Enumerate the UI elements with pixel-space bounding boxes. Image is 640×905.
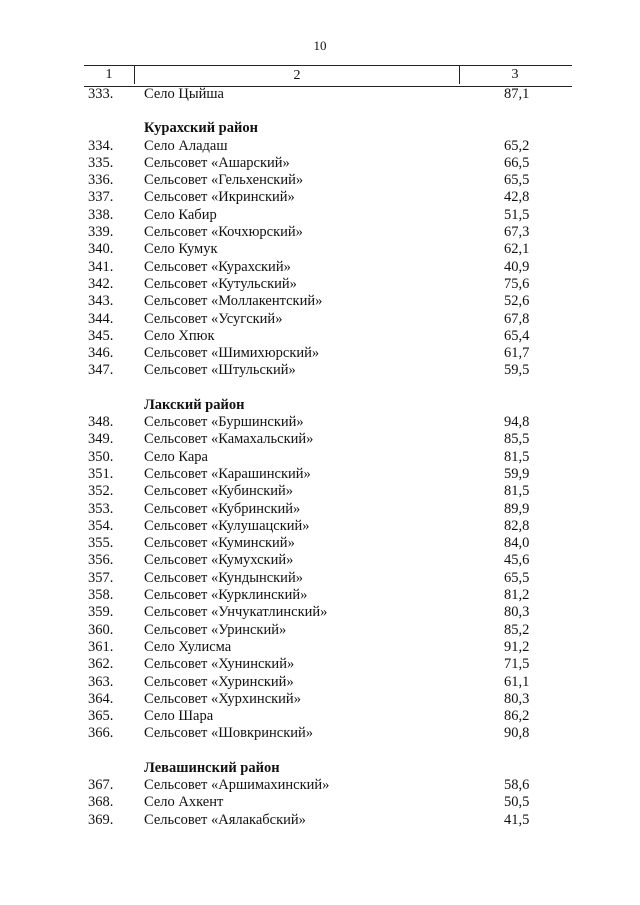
row-value: 67,3	[504, 224, 530, 241]
settlement-name: Сельсовет «Кутульский»	[144, 275, 297, 292]
settlement-name: Сельсовет «Карашинский»	[144, 465, 311, 482]
column-header-2: 2	[134, 66, 460, 84]
settlement-name: Сельсовет «Кумухский»	[144, 552, 294, 569]
row-value: 85,2	[504, 621, 530, 638]
table-row	[0, 570, 640, 587]
row-value: 84,0	[504, 535, 530, 552]
row-number: 353.	[88, 500, 114, 517]
settlement-name: Сельсовет «Аршимахинский»	[144, 776, 330, 793]
table-row	[0, 777, 640, 794]
row-value: 40,9	[504, 258, 530, 275]
table-row	[0, 552, 640, 569]
table-row	[0, 622, 640, 639]
row-value: 65,5	[504, 172, 530, 189]
row-number: 365.	[88, 708, 114, 725]
row-number: 344.	[88, 310, 114, 327]
table-row	[0, 604, 640, 621]
row-value: 91,2	[504, 638, 530, 655]
district-heading	[0, 120, 640, 137]
row-value: 51,5	[504, 206, 530, 223]
row-number: 348.	[88, 414, 114, 431]
settlement-name: Сельсовет «Ашарский»	[144, 154, 290, 171]
district-name: Лакский район	[144, 396, 245, 413]
row-value: 67,8	[504, 310, 530, 327]
row-number: 347.	[88, 362, 114, 379]
row-value: 89,9	[504, 500, 530, 517]
row-number: 359.	[88, 604, 114, 621]
settlement-name: Сельсовет «Кубинский»	[144, 483, 294, 500]
settlement-name: Сельсовет «Камахальский»	[144, 431, 314, 448]
district-name: Курахский район	[144, 120, 258, 137]
settlement-name: Село Ахкент	[144, 794, 224, 811]
row-value: 45,6	[504, 552, 530, 569]
table-body	[0, 86, 640, 829]
settlement-name: Село Хулисма	[144, 638, 232, 655]
table-row	[0, 172, 640, 189]
row-value: 58,6	[504, 776, 530, 793]
table-row	[0, 501, 640, 518]
settlement-name: Сельсовет «Гельхенский»	[144, 172, 304, 189]
table-row	[0, 155, 640, 172]
table-header	[84, 65, 572, 87]
row-value: 87,1	[504, 86, 530, 102]
row-value: 42,8	[504, 189, 530, 206]
row-number: 340.	[88, 241, 114, 258]
row-number: 339.	[88, 224, 114, 241]
settlement-name: Село Шара	[144, 708, 214, 725]
row-value: 81,5	[504, 483, 530, 500]
row-value: 75,6	[504, 275, 530, 292]
settlement-name: Сельсовет «Кулушацский»	[144, 517, 310, 534]
settlement-name: Сельсовет «Кочхюрский»	[144, 224, 303, 241]
column-header-3: 3	[511, 67, 519, 82]
table-row	[0, 276, 640, 293]
row-number: 367.	[88, 776, 114, 793]
settlement-name: Сельсовет «Уринский»	[144, 621, 287, 638]
row-number: 361.	[88, 638, 114, 655]
row-number: 337.	[88, 189, 114, 206]
table-row	[0, 293, 640, 310]
row-value: 80,3	[504, 604, 530, 621]
settlement-name: Село Кумук	[144, 241, 218, 258]
row-number: 333.	[88, 86, 114, 102]
row-number: 336.	[88, 172, 114, 189]
row-value: 50,5	[504, 794, 530, 811]
table-row	[0, 362, 640, 379]
table-row	[0, 656, 640, 673]
settlement-name: Сельсовет «Икринский»	[144, 189, 295, 206]
table-row	[0, 431, 640, 448]
settlement-name: Сельсовет «Штульский»	[144, 362, 296, 379]
district-heading	[0, 397, 640, 414]
row-value: 94,8	[504, 414, 530, 431]
row-number: 343.	[88, 293, 114, 310]
settlement-name: Сельсовет «Хурхинский»	[144, 690, 301, 707]
row-number: 354.	[88, 517, 114, 534]
row-number: 363.	[88, 673, 114, 690]
row-number: 360.	[88, 621, 114, 638]
row-value: 41,5	[504, 811, 530, 828]
row-value: 80,3	[504, 690, 530, 707]
settlement-name: Село Кара	[144, 448, 208, 465]
table-row	[0, 691, 640, 708]
table-row	[0, 518, 640, 535]
table-row	[0, 328, 640, 345]
spacer-row	[0, 380, 640, 397]
settlement-name: Село Аладаш	[144, 137, 228, 154]
table-row	[0, 241, 640, 258]
table-row	[0, 449, 640, 466]
row-value: 62,1	[504, 241, 530, 258]
settlement-name: Село Хпюк	[144, 327, 215, 344]
row-value: 71,5	[504, 656, 530, 673]
table-row	[0, 466, 640, 483]
table-row	[0, 138, 640, 155]
table-row	[0, 812, 640, 829]
row-value: 86,2	[504, 708, 530, 725]
row-number: 368.	[88, 794, 114, 811]
row-value: 81,2	[504, 587, 530, 604]
table-row	[0, 708, 640, 725]
settlement-name: Сельсовет «Кубринский»	[144, 500, 301, 517]
row-number: 345.	[88, 327, 114, 344]
table-row	[0, 639, 640, 656]
column-header-1: 1	[105, 67, 113, 82]
row-value: 82,8	[504, 517, 530, 534]
page-number: 10	[313, 38, 327, 53]
table-row	[0, 259, 640, 276]
settlement-name: Сельсовет «Шовкринский»	[144, 725, 314, 742]
settlement-name: Сельсовет «Кундынский»	[144, 569, 303, 586]
row-value: 65,5	[504, 569, 530, 586]
table-row	[0, 311, 640, 328]
settlement-name: Село Цыйша	[144, 86, 224, 102]
spacer-row	[0, 743, 640, 760]
row-value: 61,1	[504, 673, 530, 690]
settlement-name: Сельсовет «Курахский»	[144, 258, 291, 275]
settlement-name: Сельсовет «Моллакентский»	[144, 293, 323, 310]
table-row	[0, 725, 640, 742]
settlement-name: Сельсовет «Усугский»	[144, 310, 283, 327]
row-value: 59,5	[504, 362, 530, 379]
settlement-name: Сельсовет «Куминский»	[144, 535, 295, 552]
settlement-name: Сельсовет «Хунинский»	[144, 656, 295, 673]
row-number: 341.	[88, 258, 114, 275]
settlement-name: Сельсовет «Унчукатлинский»	[144, 604, 328, 621]
settlement-name: Сельсовет «Аялакабский»	[144, 811, 306, 828]
row-number: 369.	[88, 811, 114, 828]
row-number: 356.	[88, 552, 114, 569]
row-number: 358.	[88, 587, 114, 604]
row-number: 357.	[88, 569, 114, 586]
row-value: 65,4	[504, 327, 530, 344]
row-number: 338.	[88, 206, 114, 223]
row-value: 81,5	[504, 448, 530, 465]
table-row	[0, 345, 640, 362]
row-value: 90,8	[504, 725, 530, 742]
settlement-name: Сельсовет «Курклинский»	[144, 587, 308, 604]
table-row	[0, 587, 640, 604]
table-row	[0, 674, 640, 691]
row-number: 334.	[88, 137, 114, 154]
row-number: 349.	[88, 431, 114, 448]
settlement-name: Село Кабир	[144, 206, 217, 223]
table-row	[0, 535, 640, 552]
district-name: Левашинский район	[144, 759, 280, 776]
row-value: 66,5	[504, 154, 530, 171]
row-number: 342.	[88, 275, 114, 292]
table-row	[0, 224, 640, 241]
row-number: 335.	[88, 154, 114, 171]
row-value: 59,9	[504, 465, 530, 482]
row-value: 61,7	[504, 345, 530, 362]
row-number: 346.	[88, 345, 114, 362]
spacer-row	[0, 103, 640, 120]
row-number: 350.	[88, 448, 114, 465]
row-number: 366.	[88, 725, 114, 742]
table-row	[0, 483, 640, 500]
settlement-name: Сельсовет «Буршинский»	[144, 414, 304, 431]
settlement-name: Сельсовет «Хуринский»	[144, 673, 294, 690]
row-value: 85,5	[504, 431, 530, 448]
table-row	[0, 794, 640, 811]
table-row	[0, 207, 640, 224]
table-row	[0, 86, 640, 103]
row-number: 355.	[88, 535, 114, 552]
table-row	[0, 414, 640, 431]
row-number: 362.	[88, 656, 114, 673]
row-value: 65,2	[504, 137, 530, 154]
table-row	[0, 189, 640, 206]
district-heading	[0, 760, 640, 777]
settlement-name: Сельсовет «Шимихюрский»	[144, 345, 320, 362]
row-number: 352.	[88, 483, 114, 500]
row-number: 364.	[88, 690, 114, 707]
row-value: 52,6	[504, 293, 530, 310]
row-number: 351.	[88, 465, 114, 482]
